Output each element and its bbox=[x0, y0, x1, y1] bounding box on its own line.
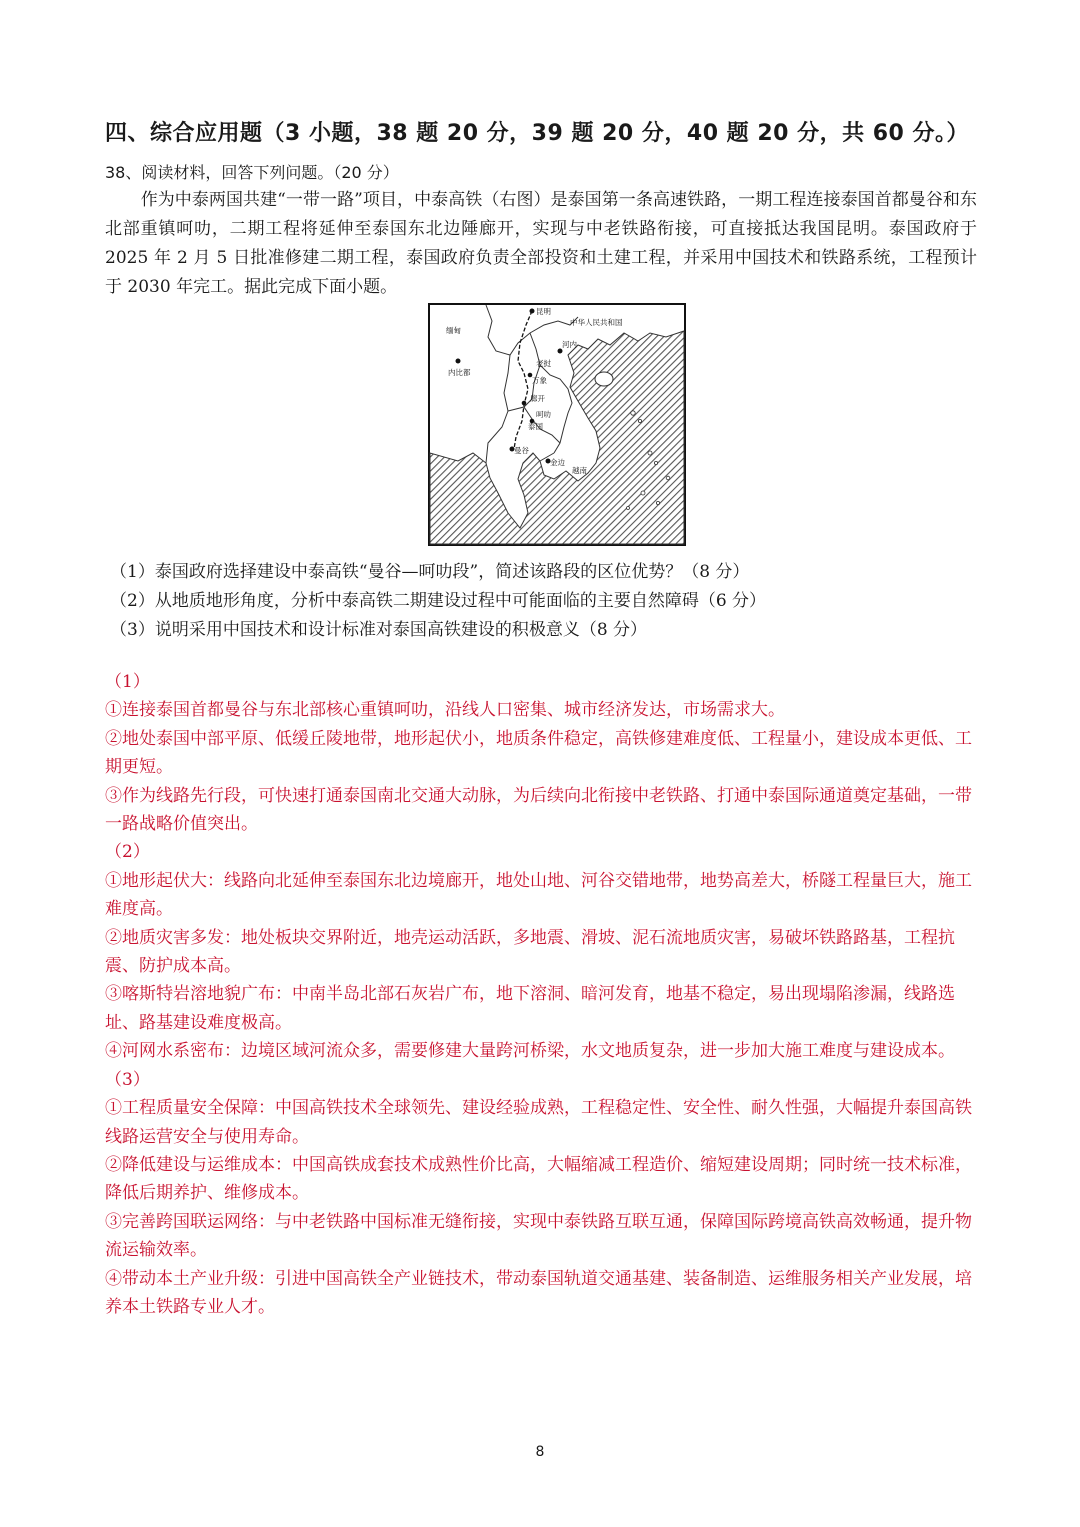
answer-section bbox=[105, 668, 980, 1321]
label-hanoi: 河内 bbox=[562, 340, 577, 349]
answer-part3-point: ④带动本土产业升级：引进中国高铁全产业链技术，带动泰国轨道交通基建、装备制造、运维服务相关产业发展，培养本土铁路专业人才。 bbox=[105, 1268, 972, 1317]
passage-text: 作为中泰两国共建“一带一路”项目，中泰高铁（右图）是泰国第一条高速铁路，一期工程连接泰国首都曼谷和东北部重镇呵叻，二期工程将延伸至泰国东北边陲廊开，实现与中老铁路衔接，可直接抵达我国昆明。泰国政府于 2025 年 2 月 5 日批准修建二期工程，泰国政府负责全部投资和土建工程，并采用中国技术和铁路系统，工程预计于 2030 年完工。据此完成下面小题。 bbox=[105, 190, 977, 297]
label-thailand: 泰国 bbox=[528, 422, 543, 431]
answer-part1-point: ②地处泰国中部平原、低缓丘陵地带，地形起伏小，地质条件稳定，高铁修建难度低、工程量小，建设成本更低、工期更短。 bbox=[105, 728, 972, 778]
answer-part3-point: ②降低建设与运维成本：中国高铁成套技术成熟性价比高，大幅缩减工程造价、缩短建设周期；同时统一技术标准，降低后期养护、维修成本。 bbox=[105, 1154, 972, 1204]
answer-part2-point: ②地质灾害多发：地处板块交界附近，地壳运动活跃，多地震、滑坡、泥石流地质灾害，易破坏铁路路基，工程抗震、防护成本高。 bbox=[105, 927, 955, 977]
label-kunming: 昆明 bbox=[536, 307, 551, 316]
answer-part1-label: （1） bbox=[105, 672, 150, 692]
label-vientiane: 万象 bbox=[532, 376, 547, 385]
page-number: 8 bbox=[535, 1444, 545, 1460]
label-bangkok: 曼谷 bbox=[514, 446, 529, 455]
answer-part2-label: （2） bbox=[105, 842, 150, 863]
answer-part2-point: ③喀斯特岩溶地貌广布：中南半岛北部石灰岩广布，地下溶洞、暗河发育，地基不稳定，易出现塌陷渗漏，线路选址、路基建设难度极高。 bbox=[105, 984, 955, 1033]
railway-map bbox=[428, 303, 686, 546]
subquestion-1: （1）泰国政府选择建设中泰高铁“曼谷—呵叻段”，简述该路段的区位优势？（8 分） bbox=[110, 562, 750, 582]
answer-part3-label: （3） bbox=[105, 1069, 150, 1090]
label-korat: 呵叻 bbox=[536, 410, 551, 419]
label-phnompenh: 金边 bbox=[550, 458, 565, 467]
label-vietnam: 越南 bbox=[572, 466, 587, 475]
answer-part1-point: ③作为线路先行段，可快速打通泰国南北交通大动脉，为后续向北衔接中老铁路、打通中泰国际通道奠定基础，一带一路战略价值突出。 bbox=[105, 785, 972, 835]
answer-part3-point: ①工程质量安全保障：中国高铁技术全球领先、建设经验成熟，工程稳定性、安全性、耐久性强，大幅提升泰国高铁线路运营安全与使用寿命。 bbox=[105, 1098, 972, 1147]
answer-part1-point: ①连接泰国首都曼谷与东北部核心重镇呵叻，沿线人口密集、城市经济发达，市场需求大。 bbox=[105, 700, 785, 721]
answer-part3-point: ③完善跨国联运网络：与中老铁路中国标准无缝衔接，实现中泰铁路互联互通，保障国际跨境高铁高效畅通，提升物流运输效率。 bbox=[105, 1211, 972, 1261]
answer-part2-point: ①地形起伏大：线路向北延伸至泰国东北边境廊开，地处山地、河谷交错地带，地势高差大，桥隧工程量巨大，施工难度高。 bbox=[105, 870, 972, 920]
question-passage bbox=[105, 186, 977, 302]
label-laos: 老挝 bbox=[536, 359, 551, 368]
section-title: 四、综合应用题（3 小题，38 题 20 分，39 题 20 分，40 题 20 分，共 60 分。） bbox=[105, 121, 970, 146]
label-naypyidaw: 内比都 bbox=[448, 368, 471, 377]
subquestion-2: （2）从地质地形角度，分析中泰高铁二期建设过程中可能面临的主要自然障碍（6 分） bbox=[110, 591, 767, 611]
hainan-island bbox=[595, 372, 613, 386]
label-nongkhai: 廊开 bbox=[530, 394, 545, 403]
subquestion-3: （3）说明采用中国技术和设计标准对泰国高铁建设的积极意义（8 分） bbox=[110, 620, 648, 640]
answer-part2-point: ④河网水系密布：边境区域河流众多，需要修建大量跨河桥梁，水文地质复杂，进一步加大施工难度与建设成本。 bbox=[105, 1041, 955, 1062]
question-heading: 38、阅读材料，回答下列问题。（20 分） bbox=[105, 163, 399, 182]
label-china: 中华人民共和国 bbox=[570, 318, 623, 327]
label-myanmar: 缅甸 bbox=[446, 326, 461, 335]
